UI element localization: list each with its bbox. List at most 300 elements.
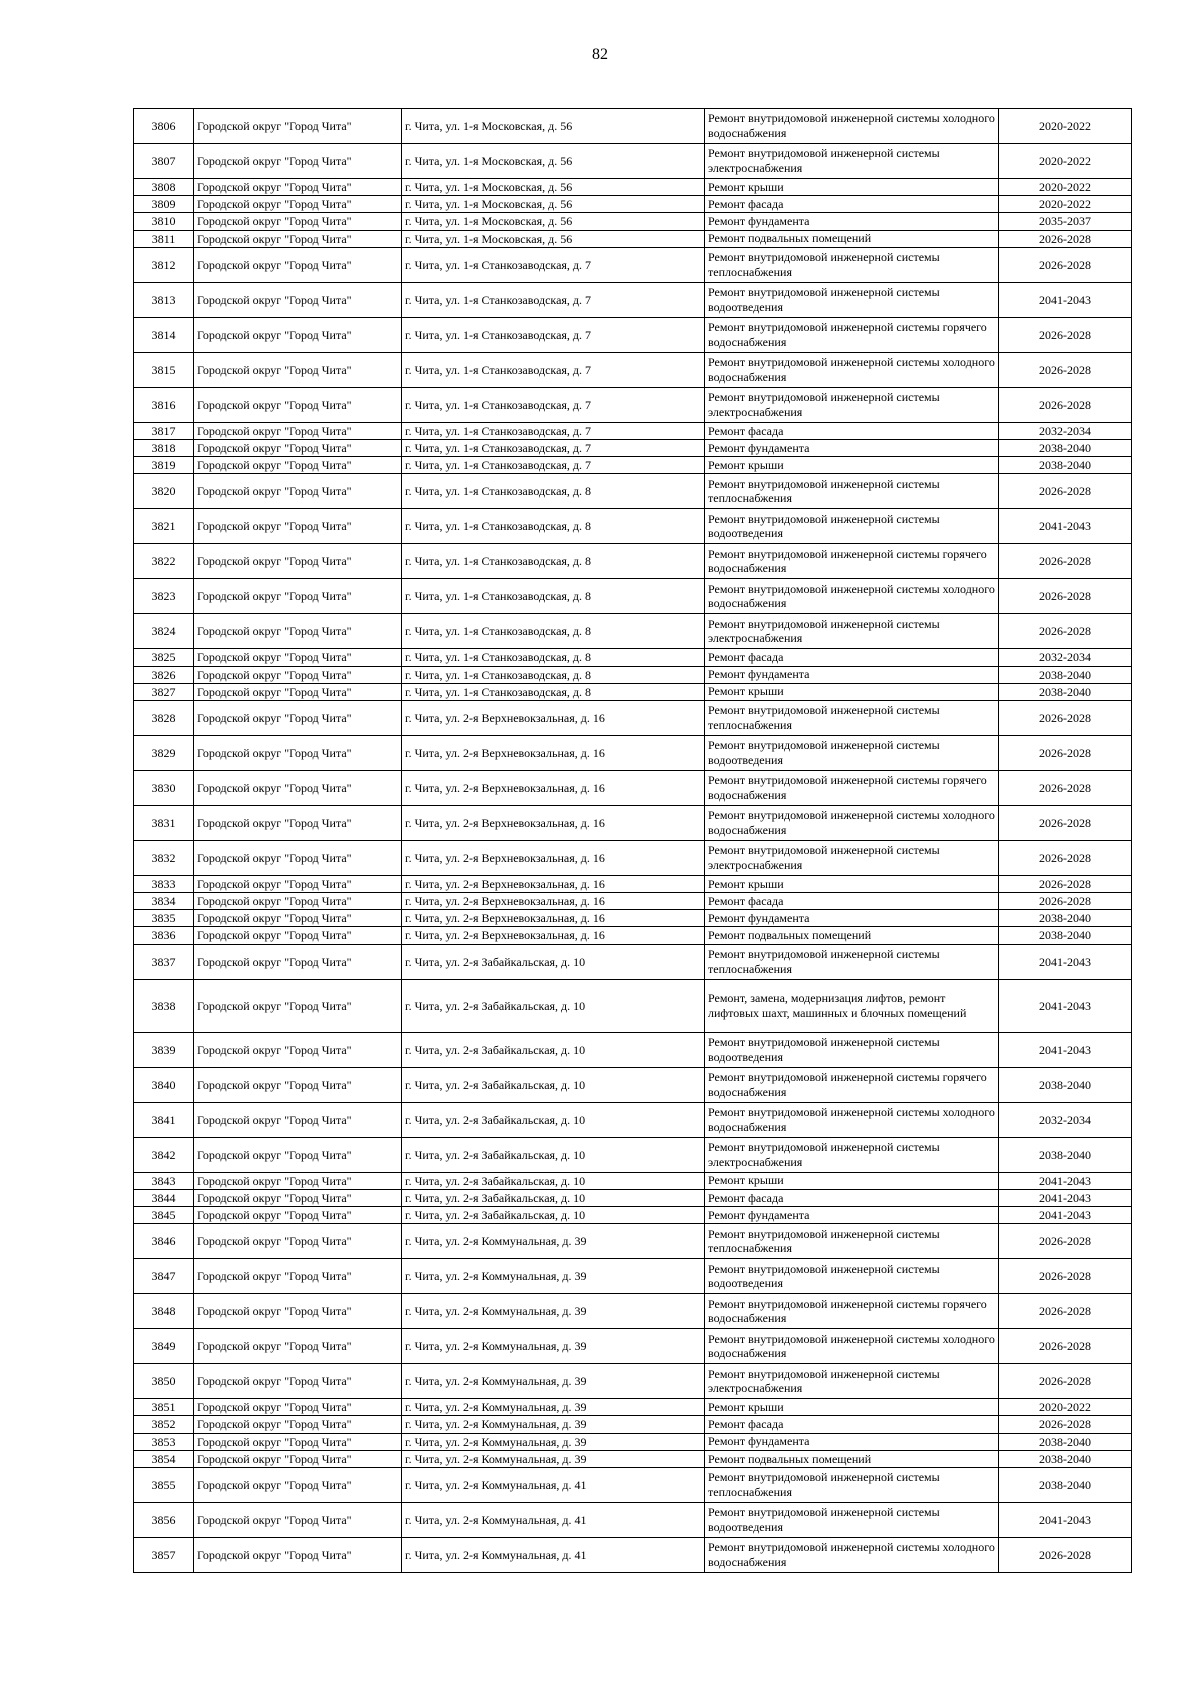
table-row (134, 247, 1132, 282)
district-cell: Городской округ "Город Чита" (194, 213, 402, 230)
address-cell: г. Чита, ул. 2-я Верхневокзальная, д. 16 (402, 735, 705, 770)
work-type-cell: Ремонт крыши (705, 1399, 999, 1416)
address-cell: г. Чита, ул. 2-я Забайкальская, д. 10 (402, 1032, 705, 1067)
district-cell: Городской округ "Город Чита" (194, 1364, 402, 1399)
work-type-cell: Ремонт внутридомовой инженерной системы горячего водоснабжения (705, 544, 999, 579)
work-type-cell: Ремонт фундамента (705, 666, 999, 683)
table-row (134, 109, 1132, 144)
district-cell: Городской округ "Город Чита" (194, 1259, 402, 1294)
table-row (134, 1433, 1132, 1450)
row-number-cell: 3814 (134, 317, 194, 352)
district-cell: Городской округ "Город Чита" (194, 683, 402, 700)
table-row (134, 1537, 1132, 1572)
table-row (134, 179, 1132, 196)
period-cell: 2041-2043 (999, 979, 1132, 1032)
table-row (134, 893, 1132, 910)
work-type-cell: Ремонт внутридомовой инженерной системы холодного водоснабжения (705, 579, 999, 614)
table-row (134, 1416, 1132, 1433)
row-number-cell: 3830 (134, 770, 194, 805)
work-type-cell: Ремонт внутридомовой инженерной системы электроснабжения (705, 614, 999, 649)
row-number-cell: 3829 (134, 735, 194, 770)
district-cell: Городской округ "Город Чита" (194, 109, 402, 144)
address-cell: г. Чита, ул. 1-я Станкозаводская, д. 8 (402, 509, 705, 544)
address-cell: г. Чита, ул. 1-я Московская, д. 56 (402, 179, 705, 196)
table-row (134, 457, 1132, 474)
period-cell: 2020-2022 (999, 196, 1132, 213)
period-cell: 2026-2028 (999, 317, 1132, 352)
table-row (134, 1189, 1132, 1206)
address-cell: г. Чита, ул. 2-я Коммунальная, д. 39 (402, 1329, 705, 1364)
row-number-cell: 3822 (134, 544, 194, 579)
row-number-cell: 3824 (134, 614, 194, 649)
address-cell: г. Чита, ул. 1-я Станкозаводская, д. 7 (402, 352, 705, 387)
district-cell: Городской округ "Город Чита" (194, 439, 402, 456)
period-cell: 2041-2043 (999, 282, 1132, 317)
period-cell: 2041-2043 (999, 1172, 1132, 1189)
period-cell: 2038-2040 (999, 1067, 1132, 1102)
row-number-cell: 3837 (134, 944, 194, 979)
district-cell: Городской округ "Город Чита" (194, 1172, 402, 1189)
row-number-cell: 3813 (134, 282, 194, 317)
work-type-cell: Ремонт внутридомовой инженерной системы теплоснабжения (705, 1224, 999, 1259)
table-row (134, 770, 1132, 805)
period-cell: 2041-2043 (999, 1207, 1132, 1224)
work-type-cell: Ремонт внутридомовой инженерной системы теплоснабжения (705, 944, 999, 979)
period-cell: 2026-2028 (999, 700, 1132, 735)
address-cell: г. Чита, ул. 2-я Верхневокзальная, д. 16 (402, 700, 705, 735)
row-number-cell: 3826 (134, 666, 194, 683)
table-row (134, 213, 1132, 230)
district-cell: Городской округ "Город Чита" (194, 317, 402, 352)
address-cell: г. Чита, ул. 2-я Коммунальная, д. 39 (402, 1450, 705, 1467)
district-cell: Городской округ "Город Чита" (194, 1537, 402, 1572)
row-number-cell: 3856 (134, 1502, 194, 1537)
district-cell: Городской округ "Город Чита" (194, 1329, 402, 1364)
district-cell: Городской округ "Город Чита" (194, 282, 402, 317)
period-cell: 2026-2028 (999, 579, 1132, 614)
address-cell: г. Чита, ул. 1-я Московская, д. 56 (402, 144, 705, 179)
table-row (134, 1364, 1132, 1399)
district-cell: Городской округ "Город Чита" (194, 805, 402, 840)
row-number-cell: 3842 (134, 1137, 194, 1172)
work-type-cell: Ремонт внутридомовой инженерной системы электроснабжения (705, 840, 999, 875)
address-cell: г. Чита, ул. 1-я Московская, д. 56 (402, 230, 705, 247)
address-cell: г. Чита, ул. 2-я Верхневокзальная, д. 16 (402, 805, 705, 840)
address-cell: г. Чита, ул. 2-я Забайкальская, д. 10 (402, 1102, 705, 1137)
district-cell: Городской округ "Город Чита" (194, 509, 402, 544)
work-type-cell: Ремонт крыши (705, 457, 999, 474)
address-cell: г. Чита, ул. 1-я Станкозаводская, д. 7 (402, 422, 705, 439)
address-cell: г. Чита, ул. 2-я Забайкальская, д. 10 (402, 979, 705, 1032)
table-row (134, 352, 1132, 387)
table-row (134, 927, 1132, 944)
district-cell: Городской округ "Город Чита" (194, 770, 402, 805)
period-cell: 2041-2043 (999, 509, 1132, 544)
address-cell: г. Чита, ул. 2-я Верхневокзальная, д. 16 (402, 840, 705, 875)
table-row (134, 317, 1132, 352)
table-row (134, 979, 1132, 1032)
work-type-cell: Ремонт внутридомовой инженерной системы водоотведения (705, 1502, 999, 1537)
row-number-cell: 3823 (134, 579, 194, 614)
address-cell: г. Чита, ул. 1-я Станкозаводская, д. 8 (402, 614, 705, 649)
work-type-cell: Ремонт внутридомовой инженерной системы холодного водоснабжения (705, 352, 999, 387)
row-number-cell: 3857 (134, 1537, 194, 1572)
work-type-cell: Ремонт внутридомовой инженерной системы электроснабжения (705, 1137, 999, 1172)
work-type-cell: Ремонт внутридомовой инженерной системы электроснабжения (705, 1364, 999, 1399)
work-type-cell: Ремонт внутридомовой инженерной системы холодного водоснабжения (705, 109, 999, 144)
row-number-cell: 3810 (134, 213, 194, 230)
table-row (134, 840, 1132, 875)
table-row (134, 805, 1132, 840)
row-number-cell: 3828 (134, 700, 194, 735)
work-type-cell: Ремонт фасада (705, 1189, 999, 1206)
address-cell: г. Чита, ул. 2-я Верхневокзальная, д. 16 (402, 770, 705, 805)
district-cell: Городской округ "Город Чита" (194, 1467, 402, 1502)
district-cell: Городской округ "Город Чита" (194, 196, 402, 213)
district-cell: Городской округ "Город Чита" (194, 247, 402, 282)
district-cell: Городской округ "Город Чита" (194, 1433, 402, 1450)
district-cell: Городской округ "Город Чита" (194, 735, 402, 770)
work-type-cell: Ремонт внутридомовой инженерной системы горячего водоснабжения (705, 1067, 999, 1102)
table-row (134, 700, 1132, 735)
district-cell: Городской округ "Город Чита" (194, 1032, 402, 1067)
address-cell: г. Чита, ул. 1-я Станкозаводская, д. 7 (402, 247, 705, 282)
period-cell: 2032-2034 (999, 649, 1132, 666)
district-cell: Городской округ "Город Чита" (194, 649, 402, 666)
row-number-cell: 3843 (134, 1172, 194, 1189)
address-cell: г. Чита, ул. 2-я Забайкальская, д. 10 (402, 1189, 705, 1206)
work-type-cell: Ремонт фасада (705, 196, 999, 213)
address-cell: г. Чита, ул. 1-я Станкозаводская, д. 8 (402, 579, 705, 614)
period-cell: 2041-2043 (999, 944, 1132, 979)
district-cell: Городской округ "Город Чита" (194, 474, 402, 509)
work-type-cell: Ремонт внутридомовой инженерной системы теплоснабжения (705, 474, 999, 509)
address-cell: г. Чита, ул. 2-я Верхневокзальная, д. 16 (402, 875, 705, 892)
period-cell: 2038-2040 (999, 1433, 1132, 1450)
row-number-cell: 3806 (134, 109, 194, 144)
table-row (134, 387, 1132, 422)
period-cell: 2026-2028 (999, 247, 1132, 282)
address-cell: г. Чита, ул. 2-я Коммунальная, д. 39 (402, 1433, 705, 1450)
row-number-cell: 3841 (134, 1102, 194, 1137)
work-type-cell: Ремонт фасада (705, 422, 999, 439)
row-number-cell: 3850 (134, 1364, 194, 1399)
address-cell: г. Чита, ул. 2-я Верхневокзальная, д. 16 (402, 910, 705, 927)
table-row (134, 944, 1132, 979)
period-cell: 2020-2022 (999, 179, 1132, 196)
district-cell: Городской округ "Город Чита" (194, 579, 402, 614)
page-number: 82 (592, 46, 608, 63)
work-type-cell: Ремонт крыши (705, 179, 999, 196)
work-type-cell: Ремонт, замена, модернизация лифтов, ремонт лифтовых шахт, машинных и блочных помещений (705, 979, 999, 1032)
repair-register-table (133, 108, 1132, 1573)
work-type-cell: Ремонт внутридомовой инженерной системы водоотведения (705, 509, 999, 544)
table-row (134, 1032, 1132, 1067)
work-type-cell: Ремонт внутридомовой инженерной системы горячего водоснабжения (705, 317, 999, 352)
table-row (134, 1137, 1132, 1172)
work-type-cell: Ремонт внутридомовой инженерной системы водоотведения (705, 282, 999, 317)
row-number-cell: 3816 (134, 387, 194, 422)
table-row (134, 579, 1132, 614)
work-type-cell: Ремонт внутридомовой инженерной системы электроснабжения (705, 387, 999, 422)
row-number-cell: 3848 (134, 1294, 194, 1329)
work-type-cell: Ремонт крыши (705, 875, 999, 892)
table-row (134, 1067, 1132, 1102)
table-row (134, 1329, 1132, 1364)
period-cell: 2020-2022 (999, 144, 1132, 179)
address-cell: г. Чита, ул. 1-я Московская, д. 56 (402, 196, 705, 213)
address-cell: г. Чита, ул. 1-я Станкозаводская, д. 7 (402, 439, 705, 456)
period-cell: 2026-2028 (999, 544, 1132, 579)
work-type-cell: Ремонт фасада (705, 893, 999, 910)
row-number-cell: 3845 (134, 1207, 194, 1224)
period-cell: 2026-2028 (999, 875, 1132, 892)
period-cell: 2041-2043 (999, 1502, 1132, 1537)
work-type-cell: Ремонт фундамента (705, 1207, 999, 1224)
work-type-cell: Ремонт подвальных помещений (705, 1450, 999, 1467)
row-number-cell: 3836 (134, 927, 194, 944)
row-number-cell: 3809 (134, 196, 194, 213)
table-row (134, 196, 1132, 213)
table-row (134, 649, 1132, 666)
table-row (134, 1102, 1132, 1137)
district-cell: Городской округ "Город Чита" (194, 230, 402, 247)
address-cell: г. Чита, ул. 2-я Забайкальская, д. 10 (402, 944, 705, 979)
period-cell: 2038-2040 (999, 1137, 1132, 1172)
row-number-cell: 3847 (134, 1259, 194, 1294)
address-cell: г. Чита, ул. 1-я Станкозаводская, д. 7 (402, 457, 705, 474)
district-cell: Городской округ "Город Чита" (194, 927, 402, 944)
table-row (134, 474, 1132, 509)
row-number-cell: 3808 (134, 179, 194, 196)
period-cell: 2026-2028 (999, 474, 1132, 509)
district-cell: Городской округ "Город Чита" (194, 840, 402, 875)
address-cell: г. Чита, ул. 2-я Коммунальная, д. 39 (402, 1416, 705, 1433)
row-number-cell: 3831 (134, 805, 194, 840)
work-type-cell: Ремонт внутридомовой инженерной системы горячего водоснабжения (705, 1294, 999, 1329)
work-type-cell: Ремонт фундамента (705, 213, 999, 230)
table-row (134, 422, 1132, 439)
address-cell: г. Чита, ул. 2-я Коммунальная, д. 39 (402, 1224, 705, 1259)
address-cell: г. Чита, ул. 1-я Станкозаводская, д. 8 (402, 649, 705, 666)
period-cell: 2038-2040 (999, 927, 1132, 944)
work-type-cell: Ремонт фундамента (705, 910, 999, 927)
row-number-cell: 3821 (134, 509, 194, 544)
period-cell: 2038-2040 (999, 666, 1132, 683)
district-cell: Городской округ "Город Чита" (194, 893, 402, 910)
district-cell: Городской округ "Город Чита" (194, 1502, 402, 1537)
table-row (134, 735, 1132, 770)
work-type-cell: Ремонт внутридомовой инженерной системы холодного водоснабжения (705, 1537, 999, 1572)
district-cell: Городской округ "Город Чита" (194, 875, 402, 892)
district-cell: Городской округ "Город Чита" (194, 457, 402, 474)
address-cell: г. Чита, ул. 2-я Коммунальная, д. 39 (402, 1294, 705, 1329)
period-cell: 2026-2028 (999, 1259, 1132, 1294)
row-number-cell: 3817 (134, 422, 194, 439)
address-cell: г. Чита, ул. 2-я Верхневокзальная, д. 16 (402, 893, 705, 910)
row-number-cell: 3815 (134, 352, 194, 387)
table-row (134, 1502, 1132, 1537)
period-cell: 2020-2022 (999, 1399, 1132, 1416)
period-cell: 2038-2040 (999, 457, 1132, 474)
work-type-cell: Ремонт внутридомовой инженерной системы холодного водоснабжения (705, 1329, 999, 1364)
district-cell: Городской округ "Город Чита" (194, 666, 402, 683)
district-cell: Городской округ "Город Чита" (194, 1416, 402, 1433)
table-row (134, 1399, 1132, 1416)
period-cell: 2026-2028 (999, 770, 1132, 805)
district-cell: Городской округ "Город Чита" (194, 944, 402, 979)
row-number-cell: 3818 (134, 439, 194, 456)
work-type-cell: Ремонт внутридомовой инженерной системы теплоснабжения (705, 1467, 999, 1502)
period-cell: 2026-2028 (999, 614, 1132, 649)
row-number-cell: 3855 (134, 1467, 194, 1502)
work-type-cell: Ремонт подвальных помещений (705, 927, 999, 944)
district-cell: Городской округ "Город Чита" (194, 387, 402, 422)
period-cell: 2038-2040 (999, 439, 1132, 456)
register-body (134, 109, 1132, 1573)
row-number-cell: 3838 (134, 979, 194, 1032)
period-cell: 2026-2028 (999, 1537, 1132, 1572)
work-type-cell: Ремонт внутридомовой инженерной системы горячего водоснабжения (705, 770, 999, 805)
table-row (134, 1172, 1132, 1189)
period-cell: 2026-2028 (999, 230, 1132, 247)
address-cell: г. Чита, ул. 2-я Забайкальская, д. 10 (402, 1207, 705, 1224)
work-type-cell: Ремонт фундамента (705, 1433, 999, 1450)
period-cell: 2032-2034 (999, 1102, 1132, 1137)
address-cell: г. Чита, ул. 1-я Станкозаводская, д. 8 (402, 666, 705, 683)
work-type-cell: Ремонт внутридомовой инженерной системы теплоснабжения (705, 247, 999, 282)
work-type-cell: Ремонт подвальных помещений (705, 230, 999, 247)
period-cell: 2038-2040 (999, 910, 1132, 927)
work-type-cell: Ремонт фасада (705, 649, 999, 666)
period-cell: 2038-2040 (999, 683, 1132, 700)
row-number-cell: 3825 (134, 649, 194, 666)
district-cell: Городской округ "Город Чита" (194, 1399, 402, 1416)
address-cell: г. Чита, ул. 2-я Коммунальная, д. 41 (402, 1537, 705, 1572)
district-cell: Городской округ "Город Чита" (194, 1189, 402, 1206)
work-type-cell: Ремонт внутридомовой инженерной системы водоотведения (705, 1259, 999, 1294)
address-cell: г. Чита, ул. 1-я Станкозаводская, д. 8 (402, 683, 705, 700)
work-type-cell: Ремонт внутридомовой инженерной системы холодного водоснабжения (705, 1102, 999, 1137)
period-cell: 2038-2040 (999, 1467, 1132, 1502)
address-cell: г. Чита, ул. 2-я Забайкальская, д. 10 (402, 1137, 705, 1172)
table-row (134, 439, 1132, 456)
table-row (134, 144, 1132, 179)
period-cell: 2026-2028 (999, 1224, 1132, 1259)
address-cell: г. Чита, ул. 2-я Забайкальская, д. 10 (402, 1172, 705, 1189)
row-number-cell: 3835 (134, 910, 194, 927)
table-row (134, 1207, 1132, 1224)
row-number-cell: 3819 (134, 457, 194, 474)
period-cell: 2035-2037 (999, 213, 1132, 230)
district-cell: Городской округ "Город Чита" (194, 1137, 402, 1172)
district-cell: Городской округ "Город Чита" (194, 422, 402, 439)
district-cell: Городской округ "Город Чита" (194, 910, 402, 927)
address-cell: г. Чита, ул. 2-я Забайкальская, д. 10 (402, 1067, 705, 1102)
address-cell: г. Чита, ул. 2-я Коммунальная, д. 39 (402, 1259, 705, 1294)
district-cell: Городской округ "Город Чита" (194, 1450, 402, 1467)
period-cell: 2026-2028 (999, 893, 1132, 910)
row-number-cell: 3839 (134, 1032, 194, 1067)
address-cell: г. Чита, ул. 1-я Станкозаводская, д. 8 (402, 544, 705, 579)
period-cell: 2032-2034 (999, 422, 1132, 439)
work-type-cell: Ремонт крыши (705, 683, 999, 700)
table-row (134, 614, 1132, 649)
table-row (134, 1224, 1132, 1259)
period-cell: 2026-2028 (999, 840, 1132, 875)
period-cell: 2026-2028 (999, 735, 1132, 770)
district-cell: Городской округ "Город Чита" (194, 1207, 402, 1224)
table-row (134, 1450, 1132, 1467)
table-row (134, 544, 1132, 579)
district-cell: Городской округ "Город Чита" (194, 1067, 402, 1102)
district-cell: Городской округ "Город Чита" (194, 700, 402, 735)
district-cell: Городской округ "Город Чита" (194, 1224, 402, 1259)
table-row (134, 1467, 1132, 1502)
district-cell: Городской округ "Город Чита" (194, 614, 402, 649)
period-cell: 2041-2043 (999, 1032, 1132, 1067)
period-cell: 2026-2028 (999, 352, 1132, 387)
district-cell: Городской округ "Город Чита" (194, 144, 402, 179)
period-cell: 2020-2022 (999, 109, 1132, 144)
address-cell: г. Чита, ул. 2-я Верхневокзальная, д. 16 (402, 927, 705, 944)
period-cell: 2026-2028 (999, 1329, 1132, 1364)
row-number-cell: 3849 (134, 1329, 194, 1364)
row-number-cell: 3840 (134, 1067, 194, 1102)
district-cell: Городской округ "Город Чита" (194, 352, 402, 387)
address-cell: г. Чита, ул. 1-я Станкозаводская, д. 7 (402, 282, 705, 317)
table-row (134, 666, 1132, 683)
row-number-cell: 3854 (134, 1450, 194, 1467)
address-cell: г. Чита, ул. 1-я Станкозаводская, д. 7 (402, 317, 705, 352)
table-row (134, 910, 1132, 927)
address-cell: г. Чита, ул. 2-я Коммунальная, д. 41 (402, 1467, 705, 1502)
work-type-cell: Ремонт внутридомовой инженерной системы электроснабжения (705, 144, 999, 179)
table-row (134, 509, 1132, 544)
work-type-cell: Ремонт фасада (705, 1416, 999, 1433)
district-cell: Городской округ "Город Чита" (194, 1294, 402, 1329)
address-cell: г. Чита, ул. 1-я Станкозаводская, д. 7 (402, 387, 705, 422)
period-cell: 2026-2028 (999, 1364, 1132, 1399)
address-cell: г. Чита, ул. 2-я Коммунальная, д. 39 (402, 1399, 705, 1416)
work-type-cell: Ремонт внутридомовой инженерной системы холодного водоснабжения (705, 805, 999, 840)
row-number-cell: 3812 (134, 247, 194, 282)
address-cell: г. Чита, ул. 2-я Коммунальная, д. 39 (402, 1364, 705, 1399)
period-cell: 2038-2040 (999, 1450, 1132, 1467)
period-cell: 2041-2043 (999, 1189, 1132, 1206)
row-number-cell: 3846 (134, 1224, 194, 1259)
row-number-cell: 3851 (134, 1399, 194, 1416)
work-type-cell: Ремонт фундамента (705, 439, 999, 456)
work-type-cell: Ремонт внутридомовой инженерной системы теплоснабжения (705, 700, 999, 735)
row-number-cell: 3834 (134, 893, 194, 910)
table-row (134, 282, 1132, 317)
row-number-cell: 3844 (134, 1189, 194, 1206)
period-cell: 2026-2028 (999, 387, 1132, 422)
district-cell: Городской округ "Город Чита" (194, 544, 402, 579)
district-cell: Городской округ "Город Чита" (194, 179, 402, 196)
table-row (134, 683, 1132, 700)
district-cell: Городской округ "Город Чита" (194, 1102, 402, 1137)
period-cell: 2026-2028 (999, 1416, 1132, 1433)
period-cell: 2026-2028 (999, 1294, 1132, 1329)
address-cell: г. Чита, ул. 1-я Московская, д. 56 (402, 109, 705, 144)
address-cell: г. Чита, ул. 1-я Станкозаводская, д. 8 (402, 474, 705, 509)
row-number-cell: 3833 (134, 875, 194, 892)
address-cell: г. Чита, ул. 1-я Московская, д. 56 (402, 213, 705, 230)
row-number-cell: 3811 (134, 230, 194, 247)
table-row (134, 875, 1132, 892)
